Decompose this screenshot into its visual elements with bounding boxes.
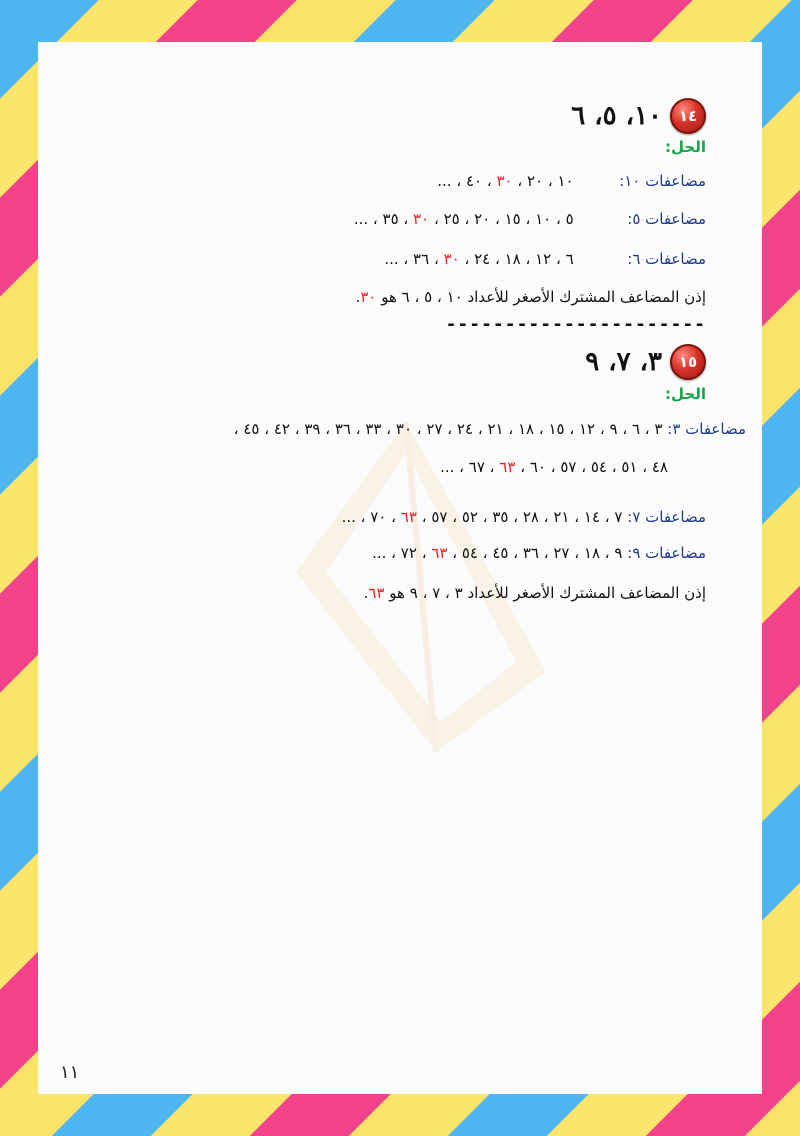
conclusion-14 <box>356 288 706 306</box>
multiples-row-continued <box>440 458 668 476</box>
multiples-seq: ١٠ ، ٢٠ ، <box>512 172 574 190</box>
multiples-rest: ، ٤٠ ، ... <box>437 172 497 190</box>
multiples-rest: ، ٧٢ ، ... <box>372 544 432 562</box>
conclusion-period: . <box>363 584 369 602</box>
conclusion-text: إذن المضاعف المشترك الأصغر للأعداد ١٠ ، ٥ ، ٦ هو <box>376 288 706 306</box>
lcm-answer: ٦٣ <box>368 584 385 602</box>
problem-15-heading <box>585 344 706 380</box>
multiples-rest: ، ٦٧ ، ... <box>440 458 500 476</box>
multiples-label: مضاعفات ٩: <box>627 544 706 562</box>
problem-14-badge: ١٤ <box>670 98 706 134</box>
common-multiple: ٣٠ <box>413 210 430 228</box>
common-multiple: ٣٠ <box>443 250 460 268</box>
common-multiple: ٦٣ <box>431 544 448 562</box>
multiples-row <box>234 420 746 438</box>
solution-label-15: الحل: <box>665 385 706 403</box>
conclusion-15 <box>364 584 706 602</box>
common-multiple: ٦٣ <box>400 508 417 526</box>
conclusion-text: إذن المضاعف المشترك الأصغر للأعداد ٣ ، ٧ ، ٩ هو <box>384 584 706 602</box>
multiples-row <box>384 250 706 268</box>
conclusion-period: . <box>355 288 361 306</box>
multiples-rest: ، ٧٠ ، ... <box>341 508 401 526</box>
multiples-label: مضاعفات ٦: <box>627 250 706 268</box>
multiples-seq: ٤٨ ، ٥١ ، ٥٤ ، ٥٧ ، ٦٠ ، <box>515 458 668 476</box>
problem-15-badge: ١٥ <box>670 344 706 380</box>
multiples-label: مضاعفات ٣: <box>667 420 746 438</box>
common-multiple: ٣٠ <box>496 172 513 190</box>
problem-14-text: ١٠، ٥، ٦ <box>571 101 662 131</box>
solution-label-14: الحل: <box>665 138 706 156</box>
multiples-seq: ٣ ، ٦ ، ٩ ، ١٢ ، ١٥ ، ١٨ ، ٢١ ، ٢٤ ، ٢٧ ، ٣٠ ، ٣٣ ، ٣٦ ، ٣٩ ، ٤٢ ، ٤٥ ، <box>233 420 663 438</box>
multiples-label: مضاعفات ٥: <box>627 210 706 228</box>
multiples-row <box>437 172 706 190</box>
multiples-rest: ، ٣٦ ، ... <box>384 250 444 268</box>
common-multiple: ٦٣ <box>499 458 516 476</box>
page-number: ١١ <box>60 1062 80 1083</box>
problem-15-text: ٣، ٧، ٩ <box>585 347 662 377</box>
multiples-seq: ٥ ، ١٠ ، ١٥ ، ٢٠ ، ٢٥ ، <box>429 210 574 228</box>
problem-14-heading <box>571 98 706 134</box>
multiples-row <box>342 508 706 526</box>
multiples-seq: ٦ ، ١٢ ، ١٨ ، ٢٤ ، <box>459 250 574 268</box>
multiples-seq: ٧ ، ١٤ ، ٢١ ، ٢٨ ، ٣٥ ، ٥٢ ، ٥٧ ، <box>416 508 623 526</box>
multiples-row <box>372 544 706 562</box>
page <box>38 42 762 1094</box>
lcm-answer: ٣٠ <box>360 288 377 306</box>
multiples-label: مضاعفات ٧: <box>627 508 706 526</box>
multiples-label: مضاعفات ١٠: <box>619 172 706 190</box>
separator-line: ---------------------- <box>445 314 706 335</box>
multiples-row <box>354 210 706 228</box>
multiples-seq: ٩ ، ١٨ ، ٢٧ ، ٣٦ ، ٤٥ ، ٥٤ ، <box>447 544 623 562</box>
multiples-rest: ، ٣٥ ، ... <box>353 210 414 228</box>
